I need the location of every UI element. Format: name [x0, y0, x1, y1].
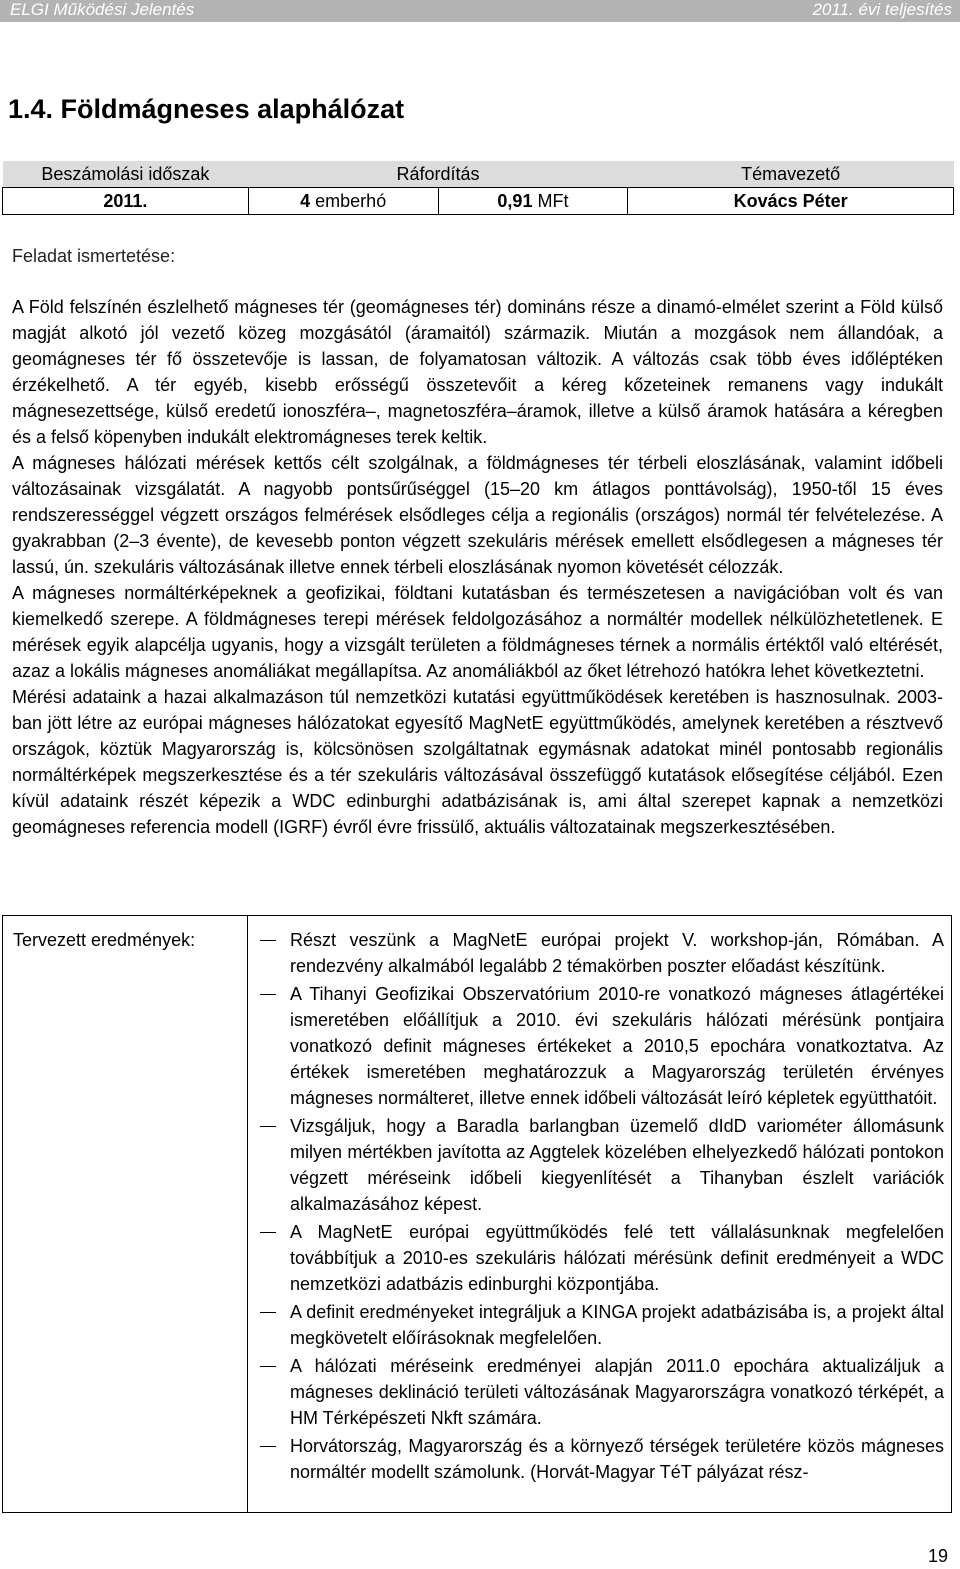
meta-head-cost: Ráfordítás [248, 161, 628, 188]
planned-results-label: Tervezett eredmények: [13, 930, 196, 950]
meta-cost: 0,91 MFt [438, 188, 628, 215]
header-left: ELGI Működési Jelentés [10, 0, 195, 19]
meta-person-months: 4 emberhó [248, 188, 438, 215]
list-item: Vizsgáljuk, hogy a Baradla barlangban üzemelő dIdD variométer állomásunk milyen mértékben javította az Aggtelek közelében elhelyezkedő hálózati pontokon végzett méréseink időbeli kiegyenlítését a Tihanyban észlelt variációk alkalmazásához képest. [260, 1113, 944, 1217]
list-item: Horvátország, Magyarország és a környező térségek területére közös mágneses normáltér modellt számolunk. (Horvát-Magyar TéT pályázat rész- [260, 1433, 944, 1485]
column-divider [247, 916, 248, 1512]
task-description-body [12, 294, 943, 840]
planned-results-list [260, 927, 944, 1487]
paragraph: A mágneses hálózati mérések kettős célt szolgálnak, a földmágneses tér térbeli eloszlásának, valamint időbeli változásainak vizsgálatát. A nagyobb pontsűrűséggel (15–20 km átlagos ponttávolság), 1950-től 15 éves rendszerességgel végzett országos felmérések elsődleges célja a regionális (országos) normál tér felvételezése. A gyakrabban (2–3 évente), de kevesebb ponton végzett szekuláris mérések emellett elsődlegesen a mágneses tér lassú, ún. szekuláris változásának illetve ennek térbeli eloszlásának nyomon követését célozzák. [12, 453, 943, 577]
running-header [0, 0, 960, 22]
list-item: Részt veszünk a MagNetE európai projekt V. workshop-ján, Rómában. A rendezvény alkalmából legalább 2 témakörben poszter előadást készítünk. [260, 927, 944, 979]
meta-period: 2011. [3, 188, 249, 215]
paragraph: A Föld felszínén észlelhető mágneses tér (geomágneses tér) domináns része a dinamó-elmélet szerint a Föld külső magját alkotó jól vezető közeg mozgásától (áramaitól) származik. Miután a mozgások nem állandóak, a geomágneses tér fő összetevője is lassan, de folyamatosan változik. A változás csak több éves időléptéken érzékelhető. A tér egyéb, kisebb erősségű összetevőit a kéreg kőzeteinek remanens vagy indukált mágnesezettsége, külső eredetű ionoszféra–, magnetoszféra–áramok, illetve a külső áramok hatására a kéregben és a felső köpenyben indukált elektromágneses terek keltik. [12, 297, 943, 447]
list-item: A MagNetE európai együttműködés felé tett vállalásunknak megfelelően továbbítjuk a 2010-es szekuláris hálózati mérésünk definit eredményeit a WDC nemzetközi adatbázis edinburghi központjába. [260, 1219, 944, 1297]
list-item: A hálózati méréseink eredményei alapján 2011.0 epochára aktualizáljuk a mágneses deklináció területi változásának Magyarországra vonatkozó térképét, a HM Térképészeti Nkft számára. [260, 1353, 944, 1431]
list-item: A definit eredményeket integráljuk a KINGA projekt adatbázisába is, a projekt által megkövetelt előírásoknak megfelelően. [260, 1299, 944, 1351]
meta-head-lead: Témavezető [628, 161, 954, 188]
report-meta-table [2, 161, 954, 215]
meta-lead: Kovács Péter [628, 188, 954, 215]
page-number: 19 [927, 1546, 948, 1566]
section-title: 1.4. Földmágneses alaphálózat [8, 94, 405, 124]
meta-head-period: Beszámolási időszak [3, 161, 249, 188]
header-right: 2011. évi teljesítés [812, 0, 952, 19]
meta-values-row [3, 188, 954, 215]
list-item: A Tihanyi Geofizikai Obszervatórium 2010-re vonatkozó mágneses átlagértékei ismeretében előállítjuk a 2010. évi szekuláris hálózati mérésünk pontjaira vonatkozó definit mágneses értékeket a 2010,5 epochára vonatkoztatva. Az értékek ismeretében meghatározzuk a Magyarország területén érvényes mágneses normálteret, illetve ennek időbeli változását leíró képletek együtthatóit. [260, 981, 944, 1111]
paragraph: A mágneses normáltérképeknek a geofizikai, földtani kutatásban és természetesen a navigációban volt és van kiemelkedő szerepe. A földmágneses terepi mérések feldolgozásához a normáltér modellek nélkülözhetetlenek. E mérések egyik alapcélja ugyanis, hogy a vizsgált területen a földmágneses térnek a normális értéktől való eltérését, azaz a lokális mágneses anomáliákat megállapítsa. Az anomáliákból az őket létrehozó hatókra lehet következtetni. [12, 583, 943, 681]
meta-header-row [3, 161, 954, 188]
paragraph: Mérési adataink a hazai alkalmazáson túl nemzetközi kutatási együttműködések keretében is hasznosulnak. 2003-ban jött létre az európai mágneses hálózatokat egyesítő MagNetE együttműködés, amelynek keretében a résztvevő országok, köztük Magyarország is, kölcsönösen szolgáltatnak egymásnak adatokat minél pontosabb regionális normáltérképek megszerkesztése és a tér szekuláris változásával összefüggő kutatások elősegítése céljából. Ezen kívül adataink részét képezik a WDC edinburghi adatbázisának is, ami által szerepet kapnak a nemzetközi geomágneses referencia modell (IGRF) évről évre frissülő, aktuális változatainak megszerkesztésében. [12, 687, 943, 837]
task-description-label: Feladat ismertetése: [12, 246, 176, 266]
